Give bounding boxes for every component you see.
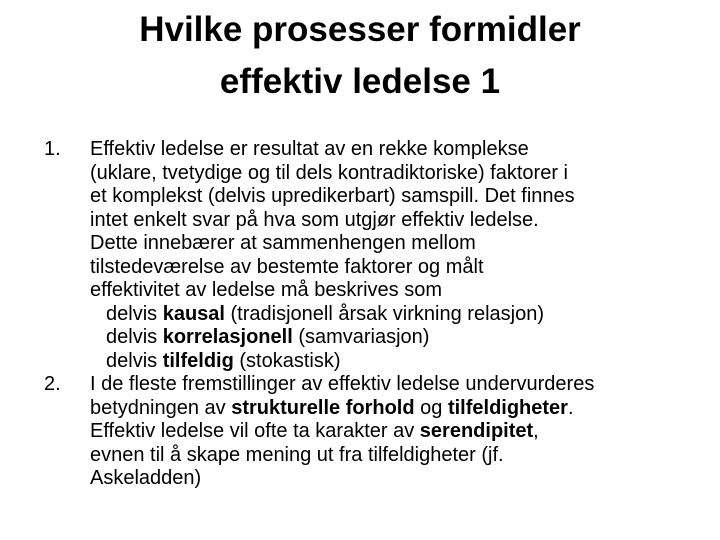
list-item-1 bbox=[44, 138, 704, 373]
item-2-line bbox=[90, 397, 704, 421]
item-2-keyword: serendipitet bbox=[419, 420, 534, 442]
sub-item-keyword: kausal bbox=[162, 302, 225, 325]
sub-item-prefix: delvis bbox=[106, 302, 163, 325]
slide-title bbox=[0, 4, 720, 108]
sub-item-keyword: korrelasjonell bbox=[162, 326, 293, 348]
list-item-2-number: 2. bbox=[44, 373, 61, 395]
item-2-text: . bbox=[567, 396, 574, 419]
sub-item-tilfeldig bbox=[90, 350, 704, 374]
sub-item-text: (stokastisk) bbox=[233, 349, 341, 372]
item-1-line: effektivitet av ledelse må beskrives som bbox=[90, 279, 443, 301]
sub-item-text: (tradisjonell årsak virkning relasjon) bbox=[224, 302, 544, 325]
list-item-2 bbox=[44, 373, 704, 491]
item-1-line: (uklare, tvetydige og til dels kontradiktoriske) faktorer i bbox=[90, 161, 568, 184]
item-2-line: I de fleste fremstillinger av effektiv ledelse undervurderes bbox=[90, 373, 595, 395]
item-2-line bbox=[90, 420, 704, 444]
slide-title-line-1: Hvilke prosesser formidler bbox=[139, 10, 581, 49]
sub-item-kausal bbox=[90, 303, 704, 327]
item-1-line: intet enkelt svar på hva som utgjør effektiv ledelse. bbox=[90, 208, 539, 231]
item-1-line: tilstedeværelse av bestemte faktorer og målt bbox=[90, 255, 484, 278]
sub-item-keyword: tilfeldig bbox=[162, 349, 234, 372]
sub-item-korrelasjonell bbox=[90, 326, 704, 350]
item-1-line: et komplekst (delvis upredikerbart) samspill. Det finnes bbox=[90, 185, 575, 207]
item-2-text: betydningen av bbox=[90, 396, 232, 419]
item-2-text: , bbox=[533, 420, 539, 442]
item-2-text: Effektiv ledelse vil ofte ta karakter av bbox=[90, 420, 420, 442]
item-2-line: evnen til å skape mening ut fra tilfeldigheter (jf. bbox=[90, 443, 504, 466]
slide-title-line-2: effektiv ledelse 1 bbox=[219, 62, 501, 101]
item-1-line: Effektiv ledelse er resultat av en rekke komplekse bbox=[90, 138, 529, 160]
sub-item-text: (samvariasjon) bbox=[292, 326, 430, 348]
item-1-line: Dette innebærer at sammenhengen mellom bbox=[90, 232, 476, 254]
sub-item-prefix: delvis bbox=[106, 326, 163, 348]
item-2-text: og bbox=[414, 396, 448, 419]
item-2-keyword: strukturelle forhold bbox=[231, 396, 415, 419]
slide-body bbox=[44, 138, 704, 491]
sub-item-prefix: delvis bbox=[106, 349, 163, 372]
sub-list bbox=[90, 303, 704, 374]
list-item-1-number: 1. bbox=[44, 138, 61, 160]
item-2-keyword: tilfeldigheter bbox=[447, 396, 568, 419]
item-2-line: Askeladden) bbox=[90, 467, 202, 489]
